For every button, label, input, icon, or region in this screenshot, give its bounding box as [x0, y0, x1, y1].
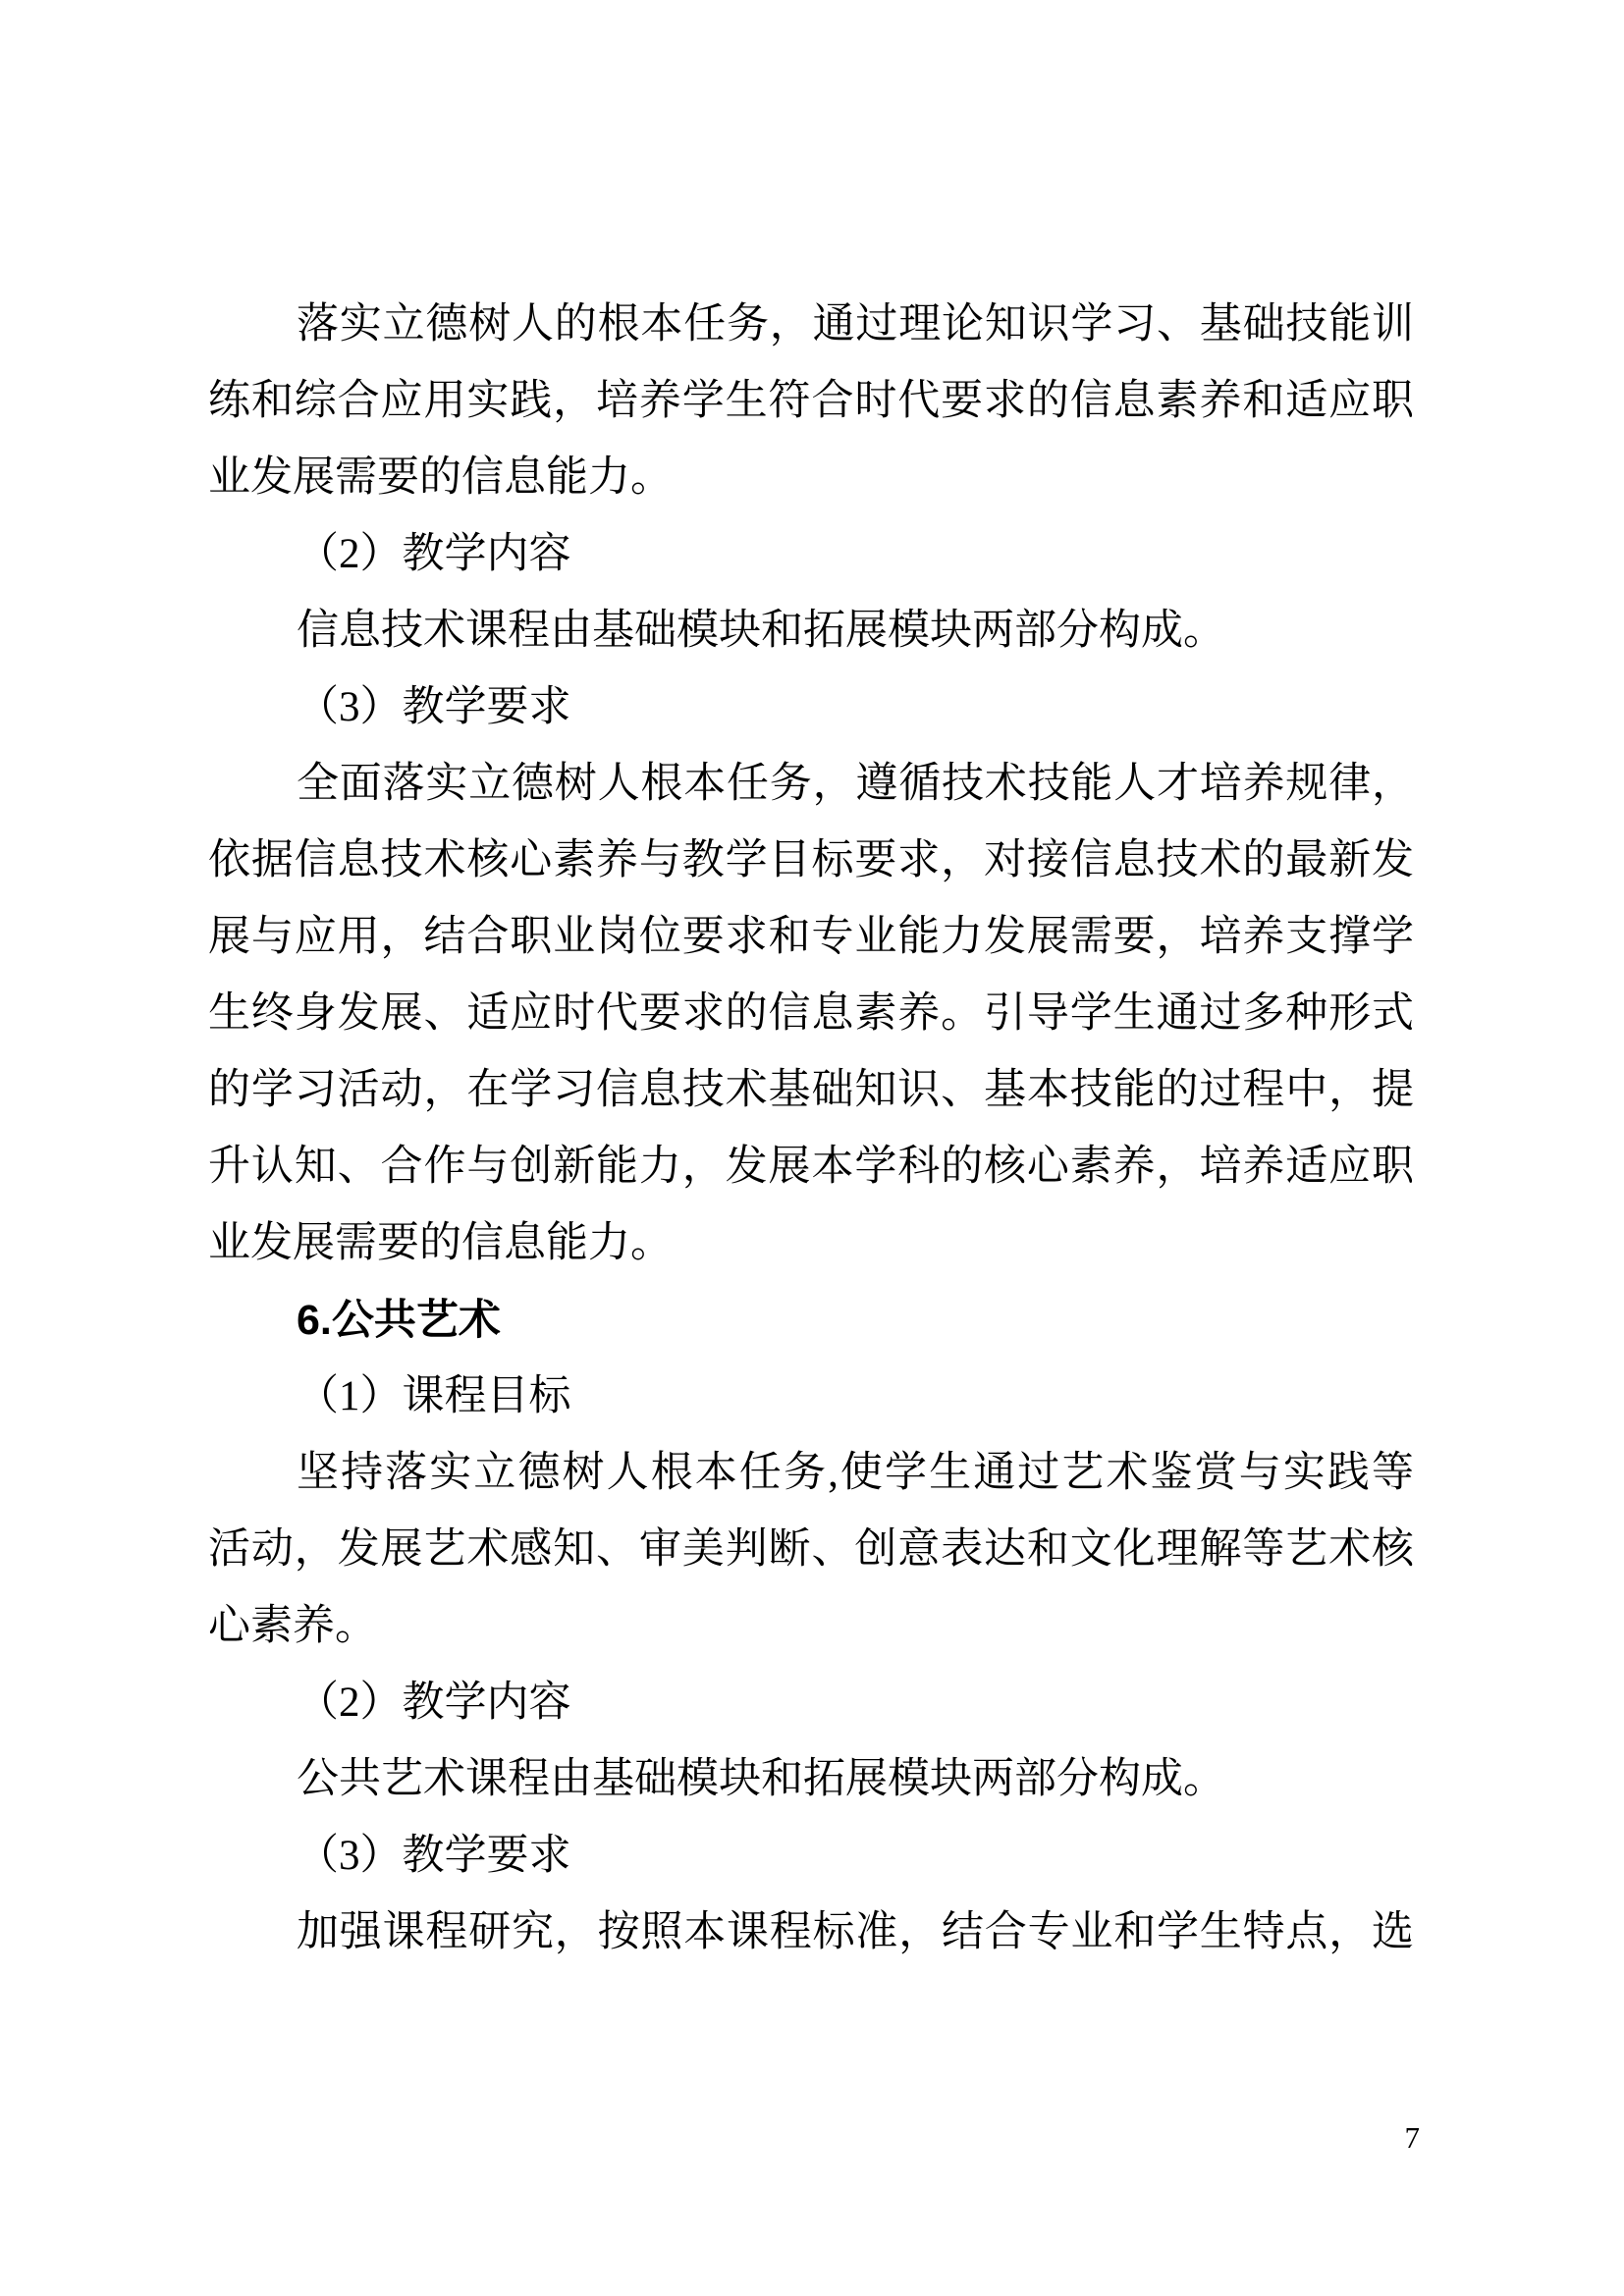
page-number: 7 — [1404, 2120, 1420, 2155]
page-body-text — [208, 287, 1414, 1971]
text-line: 业发展需要的信息能力。 — [208, 454, 673, 501]
text-line: （1）课程目标 — [297, 1373, 571, 1419]
text-line: 的学习活动，在学习信息技术基础知识、基本技能的过程中，提 — [208, 1067, 1414, 1113]
text-line: 展与应用，结合职业岗位要求和专业能力发展需要，培养支撑学 — [208, 914, 1414, 960]
text-line: 坚持落实立德树人根本任务,使学生通过艺术鉴赏与实践等 — [297, 1450, 1414, 1496]
text-line: 落实立德树人的根本任务，通过理论知识学习、基础技能训 — [297, 301, 1414, 347]
text-line: 升认知、合作与创新能力，发展本学科的核心素养，培养适应职 — [208, 1144, 1414, 1190]
text-line: 加强课程研究，按照本课程标准，结合专业和学生特点，选 — [297, 1909, 1414, 1955]
text-line: （2）教学内容 — [297, 531, 571, 577]
text-line: 业发展需要的信息能力。 — [208, 1220, 673, 1266]
text-line: （3）教学要求 — [297, 1833, 571, 1879]
text-line: （3）教学要求 — [297, 684, 571, 730]
text-line: 活动，发展艺术感知、审美判断、创意表达和文化理解等艺术核 — [208, 1526, 1414, 1573]
text-line: 全面落实立德树人根本任务，遵循技术技能人才培养规律， — [297, 761, 1414, 807]
text-line: 公共艺术课程由基础模块和拓展模块两部分构成。 — [297, 1756, 1225, 1802]
text-line: 心素养。 — [208, 1603, 377, 1649]
text-line: （2）教学内容 — [297, 1680, 571, 1726]
section-heading: 6.公共艺术 — [297, 1297, 501, 1344]
text-line: 生终身发展、适应时代要求的信息素养。引导学生通过多种形式 — [208, 990, 1414, 1037]
text-line: 依据信息技术核心素养与教学目标要求，对接信息技术的最新发 — [208, 837, 1414, 883]
text-line: 信息技术课程由基础模块和拓展模块两部分构成。 — [297, 608, 1225, 654]
text-line: 练和综合应用实践，培养学生符合时代要求的信息素养和适应职 — [208, 378, 1414, 424]
